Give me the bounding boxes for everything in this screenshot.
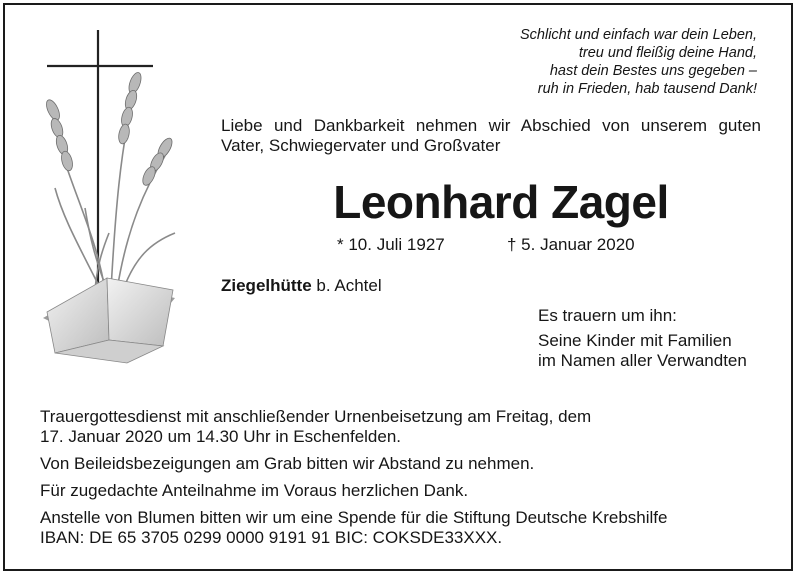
cross-wheat-bible-icon — [35, 28, 215, 373]
residence-town: Ziegelhütte — [221, 276, 312, 295]
donation-info — [40, 508, 770, 548]
service-line-1: Trauergottesdienst mit anschließender Urnenbeisetzung am Freitag, dem — [40, 407, 592, 426]
thanks-note: Für zugedachte Anteilnahme im Voraus herzlichen Dank. — [40, 481, 469, 500]
donation-line-1: Anstelle von Blumen bitten wir um eine Spende für die Stiftung Deutsche Krebshilfe — [40, 508, 668, 527]
service-line-2: 17. Januar 2020 um 14.30 Uhr in Eschenfelden. — [40, 427, 402, 446]
death-date: † 5. Januar 2020 — [507, 235, 635, 254]
poem-line: treu und fleißig deine Hand, — [578, 45, 757, 61]
intro-line-2: Vater, Schwiegervater und Großvater — [221, 136, 501, 155]
mourners — [538, 306, 747, 371]
mourners-line-2: im Namen aller Verwandten — [538, 351, 747, 370]
deceased-name: Leonhard Zagel — [333, 176, 669, 228]
intro-text — [221, 116, 761, 156]
notes — [40, 407, 770, 555]
mourners-heading: Es trauern um ihn: — [538, 306, 677, 325]
poem-line: ruh in Frieden, hab tausend Dank! — [537, 81, 757, 97]
residence-region: b. Achtel — [311, 276, 382, 295]
poem-line: Schlicht und einfach war dein Leben, — [520, 27, 757, 43]
donation-line-2: IBAN: DE 65 3705 0299 0000 9191 91 BIC: COKSDE33XXX. — [40, 528, 503, 547]
birth-date: * 10. Juli 1927 — [337, 235, 445, 254]
book-icon — [43, 278, 175, 363]
residence — [221, 276, 382, 296]
mourners-line-1: Seine Kinder mit Familien — [538, 331, 732, 350]
poem-line: hast dein Bestes uns gegeben – — [549, 63, 757, 79]
service-info — [40, 407, 770, 447]
wheat-icon — [53, 90, 175, 290]
intro-line-1: Liebe und Dankbarkeit nehmen wir Abschied von unserem guten — [221, 116, 761, 135]
condolence-note: Von Beileidsbezeigungen am Grab bitten wir Abstand zu nehmen. — [40, 454, 535, 473]
poem — [427, 26, 757, 98]
